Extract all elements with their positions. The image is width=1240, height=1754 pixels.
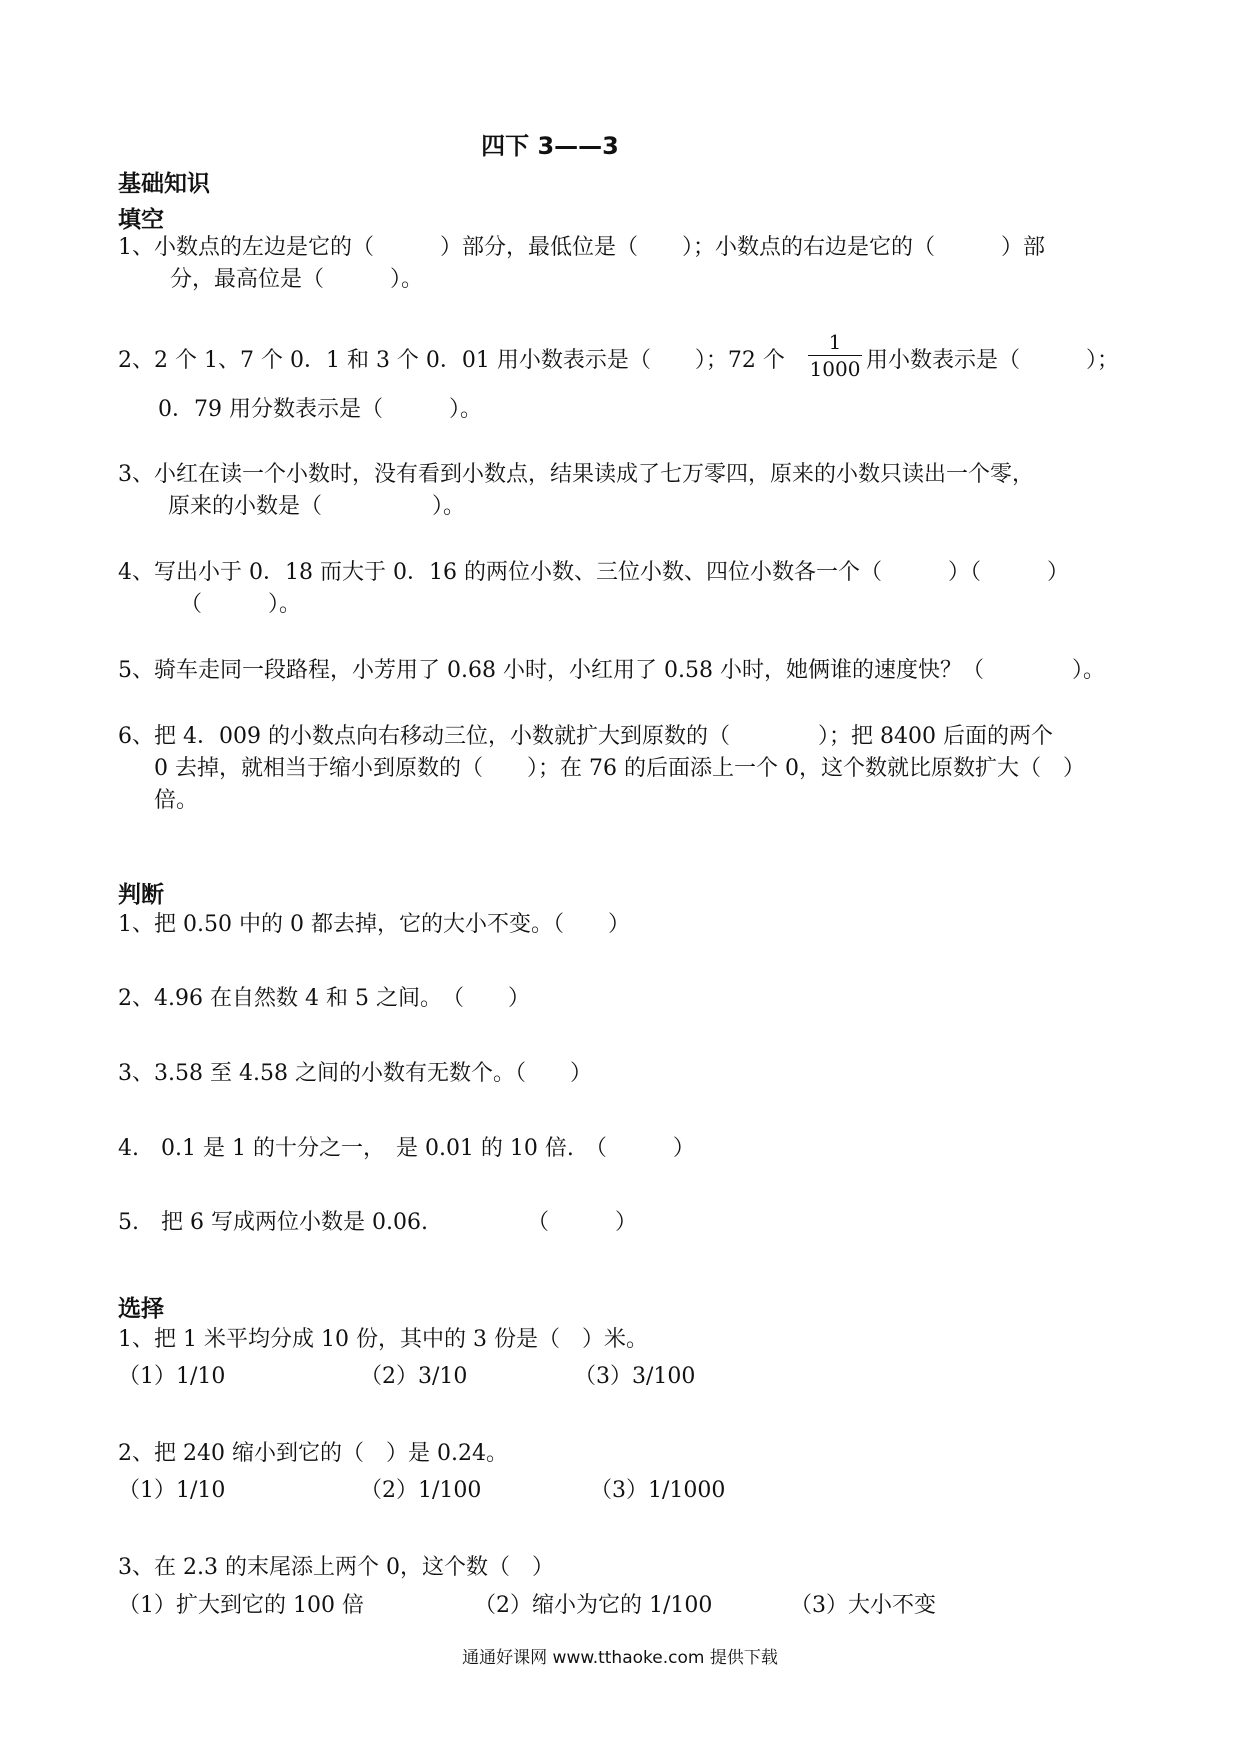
choice-q1-option-3: （3）3/100 — [574, 1364, 696, 1389]
fill-q6-line2: 0 去掉，就相当于缩小到原数的（ ）；在 76 的后面添上一个 0，这个数就比原数扩大（ ） — [154, 756, 1085, 781]
choice-q3-option-2: （2）缩小为它的 1/100 — [474, 1593, 713, 1618]
fill-q2-fraction — [808, 332, 862, 379]
choice-q1-option-2: （2）3/10 — [360, 1364, 468, 1389]
fill-q2-line1b: 用小数表示是（ ）； — [866, 348, 1120, 373]
fill-q1-line2: 分，最高位是（ ）。 — [170, 267, 424, 292]
judge-q1: 1、把 0.50 中的 0 都去掉，它的大小不变。（ ） — [118, 912, 630, 937]
section-fill-heading: 填空 — [118, 207, 164, 233]
fill-q1-line1: 1、小数点的左边是它的（ ）部分，最低位是（ ）；小数点的右边是它的（ ）部 — [118, 235, 1046, 260]
choice-q2-option-1: （1）1/10 — [118, 1478, 226, 1503]
fill-q2-line2: 0．79 用分数表示是（ ）。 — [158, 397, 482, 422]
section-choice-heading: 选择 — [118, 1296, 164, 1322]
choice-q3-option-1: （1）扩大到它的 100 倍 — [118, 1593, 364, 1618]
choice-q2-option-3: （3）1/1000 — [590, 1478, 726, 1503]
fill-q3-line1: 3、小红在读一个小数时，没有看到小数点，结果读成了七万零四，原来的小数只读出一个零， — [118, 462, 1035, 487]
choice-q1-option-1: （1）1/10 — [118, 1364, 226, 1389]
section-basics-heading: 基础知识 — [118, 171, 210, 197]
page-title: 四下 3——3 — [481, 132, 619, 160]
judge-q5: 5. 把 6 写成两位小数是 0.06. （ ） — [118, 1210, 637, 1235]
choice-q2-option-2: （2）1/100 — [360, 1478, 482, 1503]
choice-q3-stem: 3、在 2.3 的末尾添上两个 0，这个数（ ） — [118, 1555, 554, 1580]
fill-q4-line1: 4、写出小于 0．18 而大于 0．16 的两位小数、三位小数、四位小数各一个（ ）（ ） — [118, 560, 1069, 585]
fill-q6-line3: 倍。 — [154, 788, 199, 813]
choice-q2-stem: 2、把 240 缩小到它的（ ）是 0.24。 — [118, 1441, 508, 1466]
page-footer — [0, 1643, 1240, 1668]
choice-q1-stem: 1、把 1 米平均分成 10 份，其中的 3 份是（ ）米。 — [118, 1327, 648, 1352]
fill-q4-line2: （ ）。 — [180, 592, 302, 617]
choice-q3-options — [118, 1595, 978, 1621]
judge-q2: 2、4.96 在自然数 4 和 5 之间。 （ ） — [118, 986, 530, 1011]
section-judge-heading: 判断 — [118, 882, 164, 908]
fill-q2-line1a: 2、2 个 1、7 个 0．1 和 3 个 0．01 用小数表示是（ ）；72 个 — [118, 348, 785, 373]
footer-url-link[interactable]: www.tthaoke.com — [552, 1648, 705, 1668]
fill-q5-line1: 5、骑车走同一段路程，小芳用了 0.68 小时，小红用了 0.58 小时，她俩谁的速度快？（ ）。 — [118, 658, 1105, 683]
fill-q3-line2: 原来的小数是（ ）。 — [168, 494, 466, 519]
choice-q2-options — [118, 1480, 818, 1506]
footer-site-name: 通通好课网 — [462, 1648, 548, 1668]
fraction-numerator: 1 — [828, 330, 842, 354]
choice-q3-option-3: （3）大小不变 — [790, 1593, 936, 1618]
choice-q1-options — [118, 1366, 818, 1392]
footer-suffix: 提供下载 — [709, 1648, 778, 1668]
fraction-denominator: 1000 — [809, 357, 861, 381]
judge-q4: 4. 0.1 是 1 的十分之一， 是 0.01 的 10 倍. （ ） — [118, 1136, 695, 1161]
fill-q6-line1: 6、把 4．009 的小数点向右移动三位，小数就扩大到原数的（ ）；把 8400 后面的两个 — [118, 724, 1053, 749]
judge-q3: 3、3.58 至 4.58 之间的小数有无数个。（ ） — [118, 1061, 592, 1086]
